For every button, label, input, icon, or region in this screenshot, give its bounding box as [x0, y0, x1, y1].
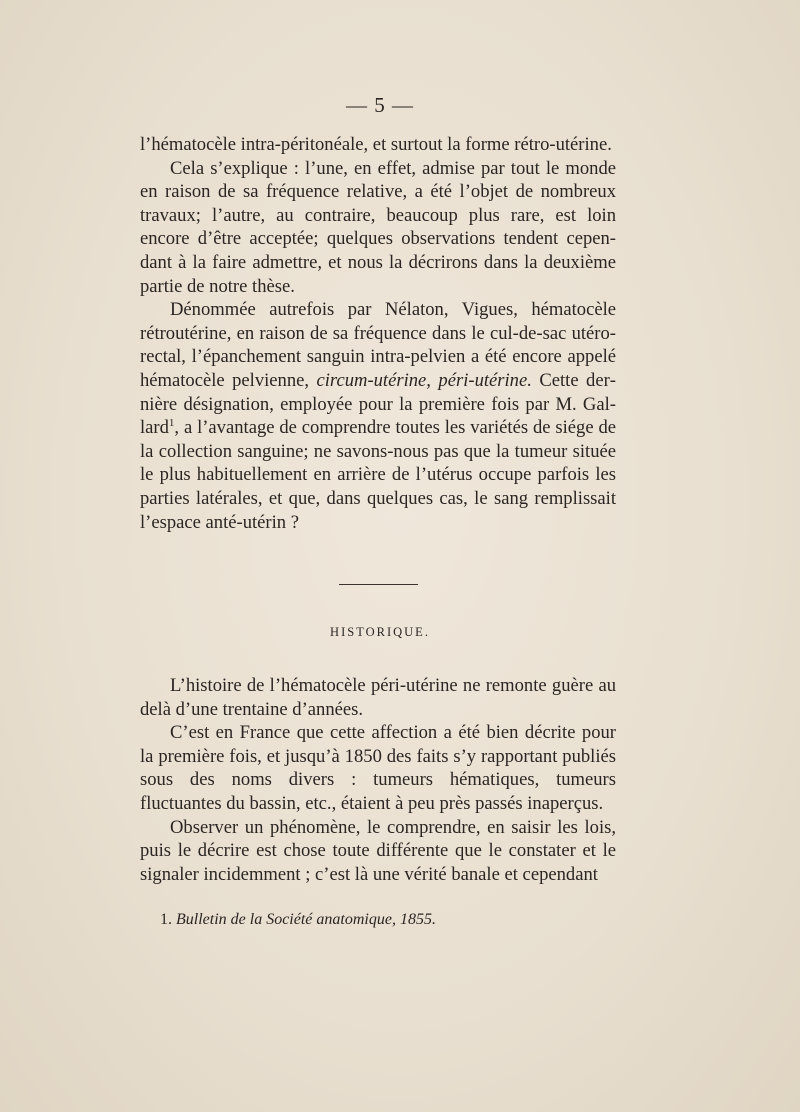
paragraph-5: C’est en France que cette affection a été bien décrite pour la première fois, et jusqu’à 1850 des faits s’y rapportant publiés sous des noms divers : tumeurs hématiques, tumeurs fluctuantes du bassin, etc., étaient à peu près passés inaperçus. — [140, 722, 616, 814]
term-peri-uterine: péri-utérine. — [438, 369, 532, 391]
paragraph-3-part-1: Dénommée autrefois par Nélaton, Vigues, hématocèle rétroutérine, en raison de sa fréquence dans le cul-de-sac utérorectal, l’épanchement sanguin intra-pelvien a été encore appelé hématocèle pelvienne, — [140, 299, 616, 391]
paragraph-3 — [140, 298, 616, 534]
footnote-text: Bulletin de la Société anatomique, 1855. — [176, 911, 436, 928]
paragraph-2: Cela s’explique : l’une, en effet, admise par tout le monde en raison de sa fréquence relative, a été l’objet de nombreux travaux; l’autre, au contraire, beaucoup plus rare, est loin encore d’être acceptée; quelques observations tendent cependant à la faire admettre, et nous la décrirons dans la deuxième partie de notre thèse. — [140, 157, 616, 297]
paragraph-3-part-2: Cette dernière désignation, employée pour la première fois par M. Gallard — [140, 369, 616, 439]
page-number: — 5 — — [346, 93, 414, 117]
paragraph-4: L’histoire de l’hématocèle péri-utérine ne remonte guère au delà d’une trentaine d’années. — [140, 675, 616, 720]
paragraph-3-part-3: , a l’avantage de comprendre toutes les variétés de siége de la collection sanguine; ne savons-nous pas que la tumeur située le plus habituellement en arrière de l’utérus occupe parfois les parties latérales, et que, dans quelques cas, le sang remplissait l’espace anté-utérin ? — [140, 417, 616, 533]
text-block-bottom — [140, 674, 616, 886]
footnote — [160, 911, 620, 929]
section-title: HISTORIQUE. — [330, 625, 430, 639]
footnote-ref: 1 — [168, 416, 175, 429]
paragraph-1: l’hématocèle intra-péritonéale, et surtout la forme rétro-utérine. — [140, 134, 612, 155]
paragraph-6: Observer un phénomène, le comprendre, en saisir les lois, puis le décrire est chose toute différente que le constater et le signaler incidemment ; c’est là une vérité banale et cependant — [140, 816, 616, 885]
term-circum-uterine: circum-utérine, — [316, 369, 431, 391]
footnote-number: 1. — [160, 911, 172, 928]
text-block-top — [140, 133, 616, 534]
section-divider — [339, 584, 418, 585]
